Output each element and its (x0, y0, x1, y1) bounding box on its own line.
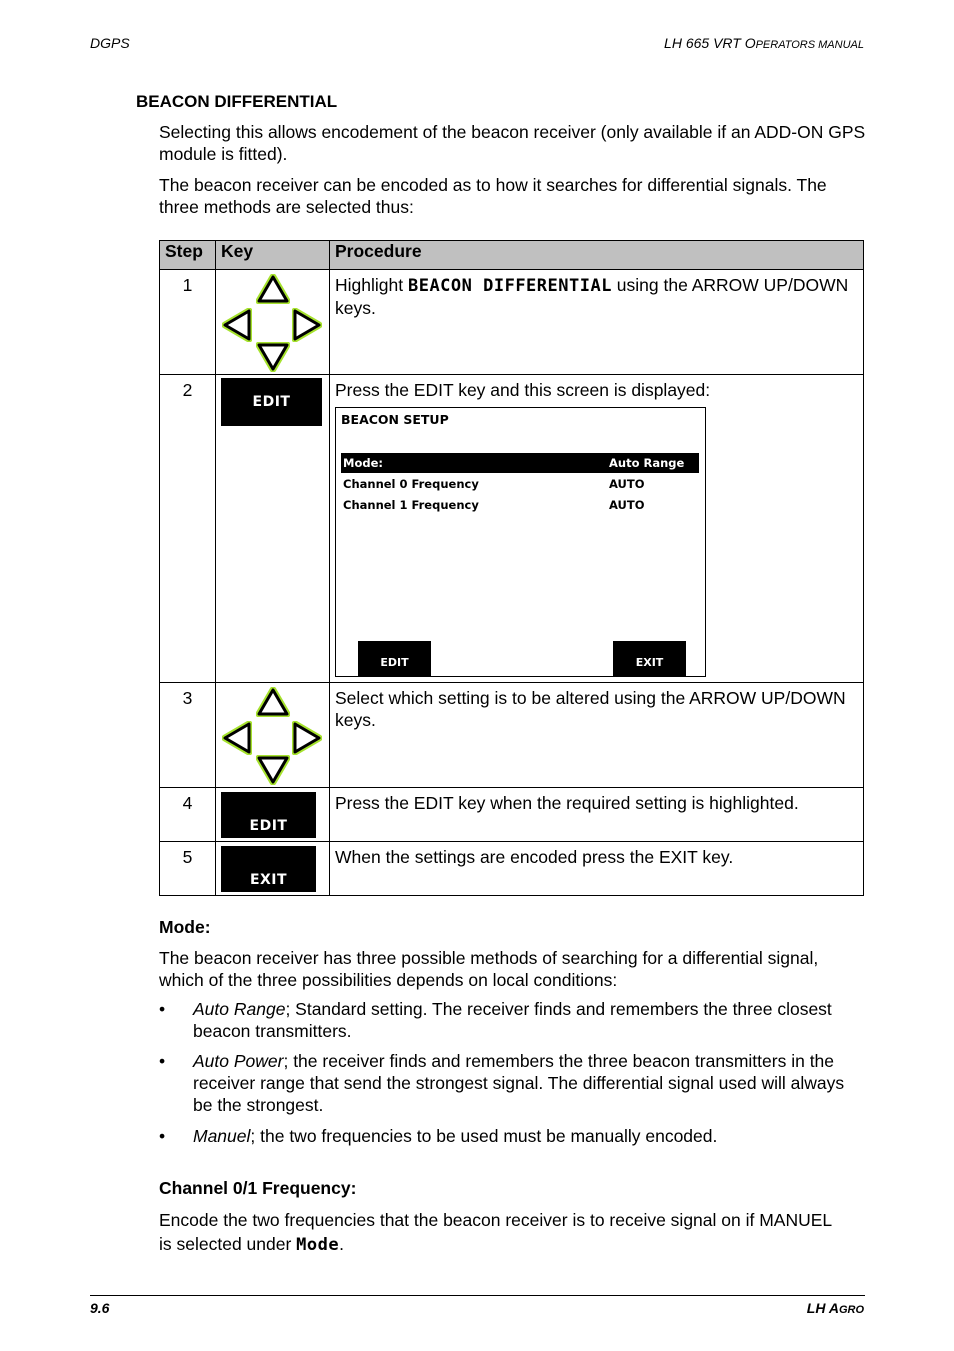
step-number: 2 (160, 375, 216, 683)
bullet-term: Manuel (193, 1126, 251, 1146)
channel-paragraph (159, 1208, 839, 1257)
screen-edit-button[interactable]: EDIT (358, 641, 431, 676)
header-right-main: LH 665 VRT O (664, 35, 756, 51)
screen-row-value: AUTO (609, 498, 645, 512)
screen-row-mode[interactable] (341, 453, 699, 473)
step-number: 5 (160, 842, 216, 896)
footer-brand-main: LH A (806, 1300, 839, 1316)
bullet-text (193, 1050, 859, 1116)
screen-row-channel-0[interactable] (341, 474, 699, 494)
footer-divider (90, 1295, 865, 1296)
arrow-right-icon (292, 721, 322, 755)
header-procedure: Procedure (330, 241, 864, 270)
procedure-table (159, 240, 864, 896)
channel-text-bold: Mode (296, 1235, 340, 1255)
intro-paragraph-1: Selecting this allows encodement of the beacon receiver (only available if an ADD-ON GPS module is fitted). (159, 122, 866, 164)
table-row (160, 683, 864, 788)
mode-paragraph: The beacon receiver has three possible methods of searching for a differential signal, which of the three possibilities depends on local conditions: (159, 948, 819, 990)
screen-title: BEACON SETUP (341, 412, 449, 427)
mode-heading: Mode: (159, 917, 211, 937)
arrow-right-icon (292, 308, 322, 342)
procedure-text (330, 270, 864, 375)
channel-text-post: . (339, 1234, 344, 1254)
table-row (160, 842, 864, 896)
bullet-rest: ; Standard setting. The receiver finds and remembers the three closest beacon transmitters. (193, 999, 832, 1041)
key-cell (216, 683, 330, 788)
arrow-down-icon (256, 755, 290, 785)
list-item (159, 1050, 859, 1116)
screen-row-label: Channel 1 Frequency (343, 498, 479, 512)
procedure-text: Press the EDIT key and this screen is displayed: (335, 380, 711, 400)
arrow-left-icon (222, 308, 252, 342)
beacon-setup-screen (335, 407, 706, 677)
screen-row-channel-1[interactable] (341, 495, 699, 515)
procedure-text: Select which setting is to be altered using the ARROW UP/DOWN keys. (330, 683, 864, 788)
header-step: Step (160, 241, 216, 270)
screen-row-label: Mode: (343, 456, 383, 470)
table-header-row (160, 241, 864, 270)
intro-paragraph-2: The beacon receiver can be encoded as to how it searches for differential signals. The three methods are selected thus: (159, 175, 827, 217)
arrow-left-icon (222, 721, 252, 755)
procedure-cell (330, 375, 864, 683)
channel-heading: Channel 0/1 Frequency: (159, 1178, 357, 1198)
step-number: 4 (160, 788, 216, 842)
key-cell (216, 375, 330, 683)
exit-key: EXIT (221, 846, 316, 892)
page-number: 9.6 (90, 1300, 110, 1316)
procedure-text: Press the EDIT key when the required setting is highlighted. (330, 788, 864, 842)
bullet-term: Auto Range (193, 999, 286, 1019)
arrow-keypad (222, 274, 322, 374)
header-right-small: PERATORS MANUAL (755, 39, 864, 51)
bullet-text (193, 998, 859, 1042)
bullet-term: Auto Power (193, 1051, 284, 1071)
list-item (159, 1125, 859, 1147)
bullet-dot: • (159, 1126, 166, 1146)
list-item (159, 998, 859, 1042)
bullet-dot: • (159, 999, 166, 1019)
key-cell (216, 270, 330, 375)
arrow-up-icon (256, 687, 290, 717)
procedure-text-bold: BEACON DIFFERENTIAL (407, 276, 612, 296)
channel-text-pre: Encode the two frequencies that the beacon receiver is to receive signal on if MANUEL is selected under (159, 1210, 832, 1254)
arrow-keypad (222, 687, 322, 787)
header-left: DGPS (90, 35, 130, 51)
step-number: 1 (160, 270, 216, 375)
procedure-text-post: using the ARROW UP/DOWN keys. (335, 275, 849, 318)
edit-key: EDIT (221, 792, 316, 838)
header-right (664, 35, 864, 51)
key-cell (216, 788, 330, 842)
footer-brand (807, 1300, 864, 1316)
screen-row-value: Auto Range (609, 456, 685, 470)
procedure-text: When the settings are encoded press the EXIT key. (330, 842, 864, 896)
bullet-text (193, 1125, 859, 1147)
table-row (160, 270, 864, 375)
step-number: 3 (160, 683, 216, 788)
screen-row-label: Channel 0 Frequency (343, 477, 479, 491)
bullet-rest: ; the receiver finds and remembers the three beacon transmitters in the receiver range that send the strongest signal. The differential signal used will always be the strongest. (193, 1051, 845, 1115)
table-row (160, 375, 864, 683)
arrow-down-icon (256, 342, 290, 372)
screen-row-value: AUTO (609, 477, 645, 491)
bullet-rest: ; the two frequencies to be used must be manually encoded. (250, 1126, 718, 1146)
footer-brand-small: GRO (838, 1304, 864, 1316)
procedure-text-pre: Highlight (335, 275, 408, 295)
section-title: BEACON DIFFERENTIAL (136, 92, 338, 111)
arrow-up-icon (256, 274, 290, 304)
header-key: Key (216, 241, 330, 270)
screen-exit-button[interactable]: EXIT (613, 641, 686, 676)
bullet-dot: • (159, 1051, 166, 1071)
edit-key: EDIT (221, 378, 322, 426)
key-cell (216, 842, 330, 896)
table-row (160, 788, 864, 842)
